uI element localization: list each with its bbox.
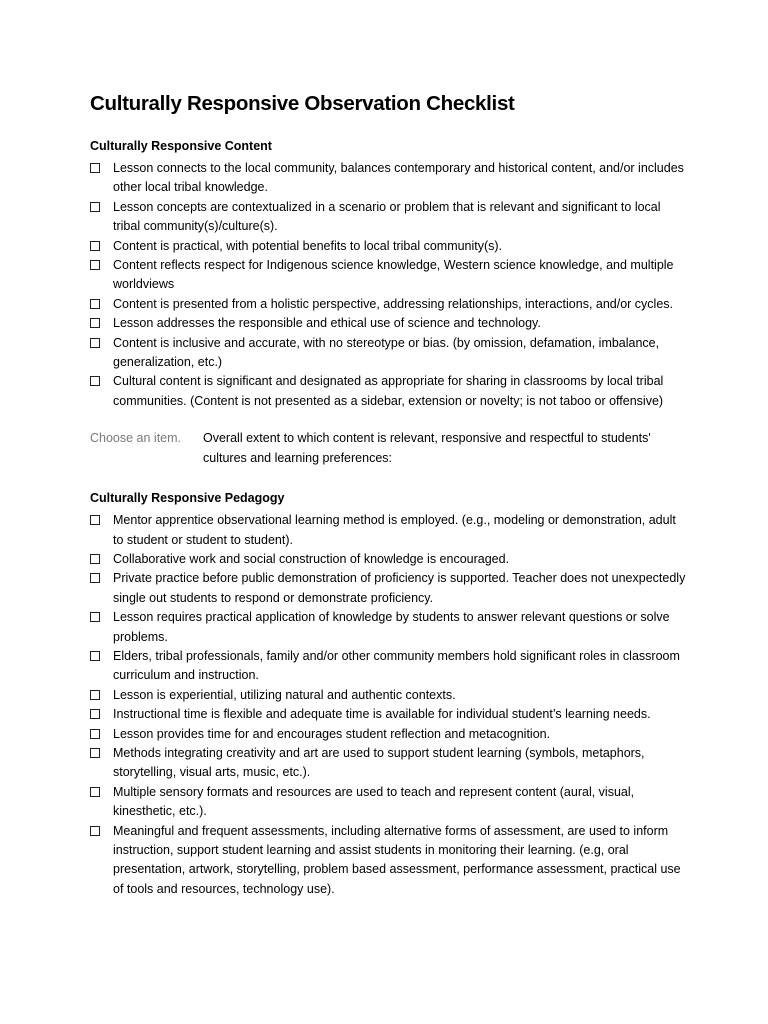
checklist-item-text: Lesson is experiential, utilizing natural and authentic contexts. [113,687,456,702]
checklist-item-text: Methods integrating creativity and art are used to support student learning (symbols, metaphors, storytelling, visual arts, music, etc.). [113,745,645,780]
content-item-1 [90,159,688,198]
checklist-item-text: Multiple sensory formats and resources are used to teach and represent content (aural, visual, kinesthetic, etc.). [113,784,635,819]
checklist-item-text: Mentor apprentice observational learning method is employed. (e.g., modeling or demonstration, adult to student or student to student). [113,513,676,547]
pedagogy-section [90,490,688,899]
checkbox[interactable] [90,554,100,564]
checkbox[interactable] [90,515,100,525]
checkbox[interactable] [90,260,100,270]
content-item-3 [90,237,688,256]
checkbox[interactable] [90,163,100,173]
checklist-item-text: Lesson connects to the local community, balances contemporary and historical content, and/or includes other local tribal knowledge. [113,161,684,195]
checklist-item-text: Collaborative work and social construction of knowledge is encouraged. [113,551,510,566]
checkbox[interactable] [90,202,100,212]
content-item-4 [90,256,688,295]
checkbox[interactable] [90,338,100,348]
content-rating-dropdown[interactable]: Choose an item. [90,431,182,446]
checklist-item-text: Cultural content is significant and designated as appropriate for sharing in classrooms by local tribal communities. (Content is not presented as a sidebar, extension or novelty; is not taboo or offensive) [113,374,664,408]
checkbox[interactable] [90,651,100,661]
checklist-item-text: Content is presented from a holistic perspective, addressing relationships, interactions, and/or cycles. [113,296,674,311]
pedagogy-item-5 [90,647,688,686]
checkbox[interactable] [90,729,100,739]
content-item-7 [90,334,688,373]
content-checklist [90,159,688,411]
checkbox[interactable] [90,376,100,386]
checkbox[interactable] [90,318,100,328]
content-item-8 [90,372,688,411]
pedagogy-item-8 [90,725,688,744]
checkbox[interactable] [90,690,100,700]
pedagogy-checklist [90,511,688,899]
checkbox[interactable] [90,573,100,583]
pedagogy-item-10 [90,783,688,822]
checkbox[interactable] [90,299,100,309]
checklist-item-text: Elders, tribal professionals, family and/or other community members hold significant roles in classroom curriculum and instruction. [113,648,680,683]
checklist-item-text: Lesson concepts are contextualized in a scenario or problem that is relevant and significant to local tribal community(s)/culture(s). [113,199,661,234]
checkbox[interactable] [90,826,100,836]
pedagogy-item-11 [90,822,688,900]
page-title: Culturally Responsive Observation Checklist [90,92,515,115]
pedagogy-item-9 [90,744,688,783]
checklist-item-text: Content is practical, with potential benefits to local tribal community(s). [113,238,503,253]
content-section-heading: Culturally Responsive Content [90,139,272,153]
checklist-item-text: Lesson requires practical application of knowledge by students to answer relevant questions or solve problems. [113,610,670,644]
checklist-item-text: Lesson addresses the responsible and ethical use of science and technology. [113,316,541,331]
checkbox[interactable] [90,748,100,758]
checkbox[interactable] [90,612,100,622]
checklist-item-text: Meaningful and frequent assessments, including alternative forms of assessment, are used to inform instruction, support student learning and assist students in monitoring their learning. (e.g, oral presentation, artwork, storytelling, problem based assessment, performance assessment, practical use of tools and resources, technology use). [113,823,681,896]
pedagogy-section-heading: Culturally Responsive Pedagogy [90,491,285,506]
pedagogy-item-2 [90,550,688,569]
pedagogy-item-6 [90,686,688,705]
checklist-item-text: Private practice before public demonstration of proficiency is supported. Teacher does not unexpectedly single out students to respond or demonstrate proficiency. [113,571,686,605]
checklist-item-text: Lesson provides time for and encourages student reflection and metacognition. [113,726,551,741]
content-item-2 [90,198,688,237]
checkbox[interactable] [90,241,100,251]
checklist-item-text: Instructional time is flexible and adequate time is available for individual student’s learning needs. [113,707,651,722]
checkbox[interactable] [90,787,100,797]
content-rating-label: Overall extent to which content is relevant, responsive and respectful to students' cultures and learning preferences: [203,431,651,465]
checklist-item-text: Content reflects respect for Indigenous science knowledge, Western science knowledge, and multiple worldviews [113,258,674,292]
pedagogy-item-3 [90,569,688,608]
pedagogy-item-1 [90,511,688,550]
content-item-6 [90,314,688,333]
content-section [90,138,688,468]
checklist-item-text: Content is inclusive and accurate, with no stereotype or bias. (by omission, defamation, imbalance, generalization, etc.) [113,335,660,370]
checkbox[interactable] [90,709,100,719]
content-rating-row [90,429,688,468]
content-item-5 [90,295,688,314]
pedagogy-item-4 [90,608,688,647]
pedagogy-item-7 [90,705,688,724]
